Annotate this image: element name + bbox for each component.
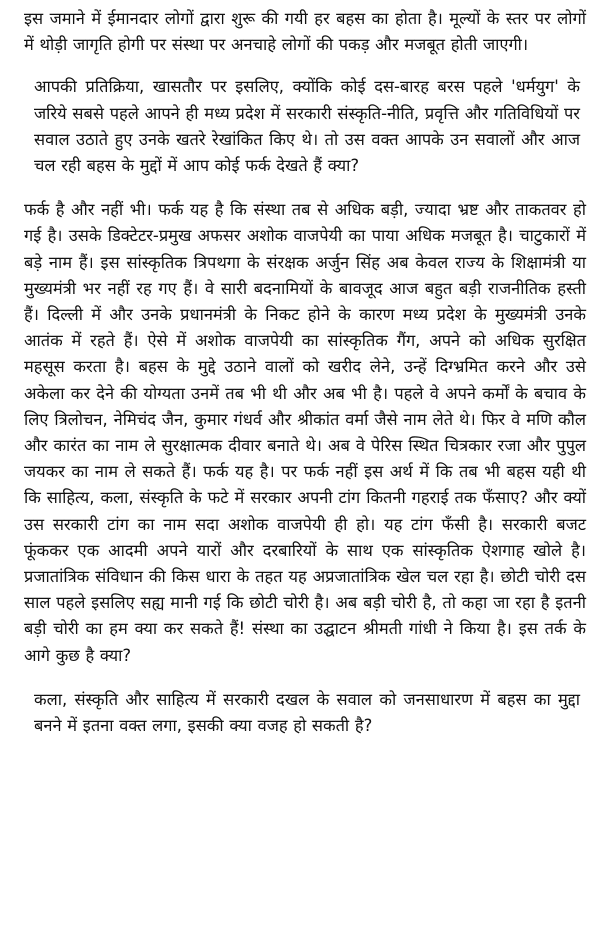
- answer-paragraph-1: इस जमाने में ईमानदार लोगों द्वारा शुरू की गयी हर बहस का होता है। मूल्यों के स्तर पर लोगों में थोड़ी जागृति होगी पर संस्था पर अनचाहे लोगों की पकड़ और मजबूत होती जाएगी।: [24, 9, 586, 55]
- question-paragraph-2: कला, संस्कृति और साहित्य में सरकारी दखल के सवाल को जनसाधारण में बहस का मुद्दा बनने में इतना वक्त लगा, इसकी क्या वजह हो सकती है?: [34, 689, 580, 736]
- answer-paragraph-2: फर्क है और नहीं भी। फर्क यह है कि संस्था तब से अधिक बड़ी, ज्यादा भ्रष्ट और ताकतवर हो गई है। उसके डिक्टेटर-प्रमुख अफसर अशोक वाजपेयी का पाया अधिक मजबूत है। चाटुकारों में बड़े नाम हैं। इस सांस्कृतिक त्रिपथगा के संरक्षक अर्जुन सिंह अब केवल राज्य के शिक्षामंत्री या मुख्यमंत्री भर नहीं रह गए हैं। वे सारी बदनामियों के बावजूद आज बहुत बड़ी राजनीतिक हस्ती हैं। दिल्ली में और उनके प्रधानमंत्री के निकट होने के कारण मध्य प्रदेश के मुख्यमंत्री उनके आतंक में रहते हैं। ऐसे में अशोक वाजपेयी का सांस्कृतिक गैंग, अपने को अधिक सुरक्षित महसूस करता है। बहस के मुद्दे उठाने वालों को खरीद लेने, उन्हें दिग्भ्रमित करने और उसे अकेला कर देने की योग्यता उनमें तब भी थी और अब भी है। पहले वे अपने कर्मों के बचाव के लिए त्रिलोचन, नेमिचंद जैन, कुमार गंधर्व और श्रीकांत वर्मा जैसे नाम लेते थे। फिर वे मणि कौल और कारंत का नाम ले सुरक्षात्मक दीवार बनाते थे। अब वे पेरिस स्थित चित्रकार रजा और पुपुल जयकर का नाम ले सकते हैं। फर्क यह है। पर फर्क नहीं इस अर्थ में कि तब भी बहस यही थी कि साहित्य, कला, संस्कृति के फटे में सरकार अपनी टांग कितनी गहराई तक फँसाए? और क्यों उस सरकारी टांग का नाम सदा अशोक वाजपेयी ही हो। यह टांग फँसी है। सरकारी बजट फूंककर एक आदमी अपने यारों और दरबारियों के साथ एक सांस्कृतिक ऐशगाह खोले है। प्रजातांत्रिक संविधान की किस धारा के तहत यह अप्रजातांत्रिक खेल चल रहा है। छोटी चोरी दस साल पहले इसलिए सह्य मानी गई कि छोटी चोरी है। अब बड़ी चोरी है, तो कहा जा रहा है इतनी बड़ी चोरी का हम क्या कर सकते हैं! संस्था का उद्घाटन श्रीमती गांधी ने किया है। इस तर्क के आगे कुछ है क्या?: [24, 200, 586, 665]
- question-paragraph-1: आपकी प्रतिक्रिया, खासतौर पर इसलिए, क्योंकि कोई दस-बारह बरस पहले 'धर्मयुग' के जरिये सबसे पहले आपने ही मध्य प्रदेश में सरकारी संस्कृति-नीति, प्रवृत्ति और गतिविधियों पर सवाल उठाते हुए उनके खतरे रेखांकित किए थे। तो उस वक्त आपके उन सवालों और आज चल रही बहस के मुद्दों में आप कोई फर्क देखते हैं क्या?: [34, 77, 580, 176]
